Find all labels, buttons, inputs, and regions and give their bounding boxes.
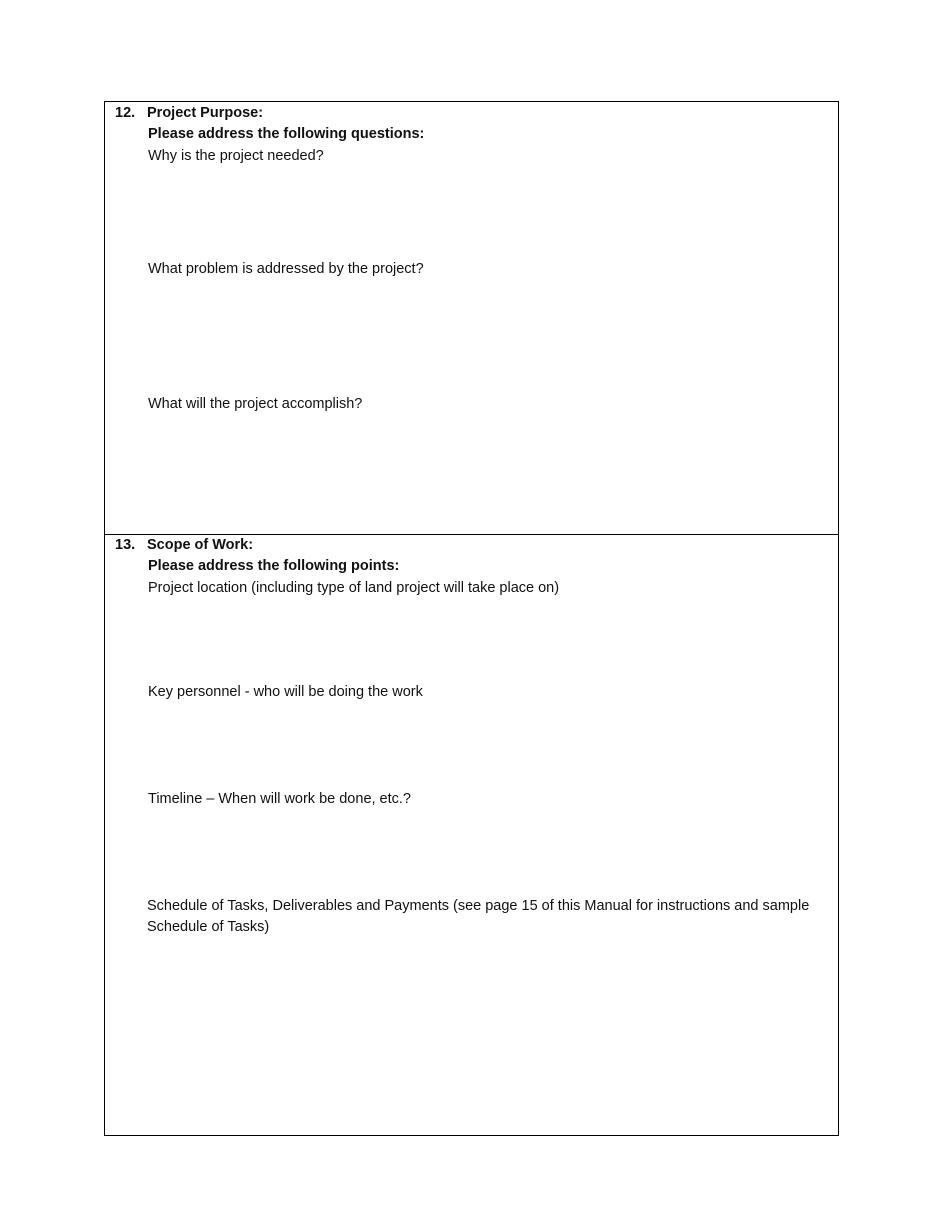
application-form-table [104,101,839,1136]
section-scope-of-work [105,535,838,1135]
section-number: 13. [115,537,136,553]
section-project-purpose [105,102,838,535]
section-number: 12. [115,105,136,121]
question-schedule-of-tasks: Schedule of Tasks, Deliverables and Payments (see page 15 of this Manual for instructions and sample Schedule of Tasks) [147,898,810,935]
section-instruction: Please address the following questions: [148,126,425,142]
question-timeline: Timeline – When will work be done, etc.? [148,791,411,807]
question-problem-addressed: What problem is addressed by the project? [148,261,424,277]
section-heading [115,537,253,553]
question-accomplish: What will the project accomplish? [148,396,363,412]
section-title: Scope of Work: [147,537,254,553]
question-key-personnel: Key personnel - who will be doing the work [148,684,423,700]
section-heading [115,105,263,121]
question-why-needed: Why is the project needed? [148,148,324,164]
section-instruction: Please address the following points: [148,558,400,574]
question-project-location: Project location (including type of land project will take place on) [148,580,560,596]
section-title: Project Purpose: [147,105,264,121]
